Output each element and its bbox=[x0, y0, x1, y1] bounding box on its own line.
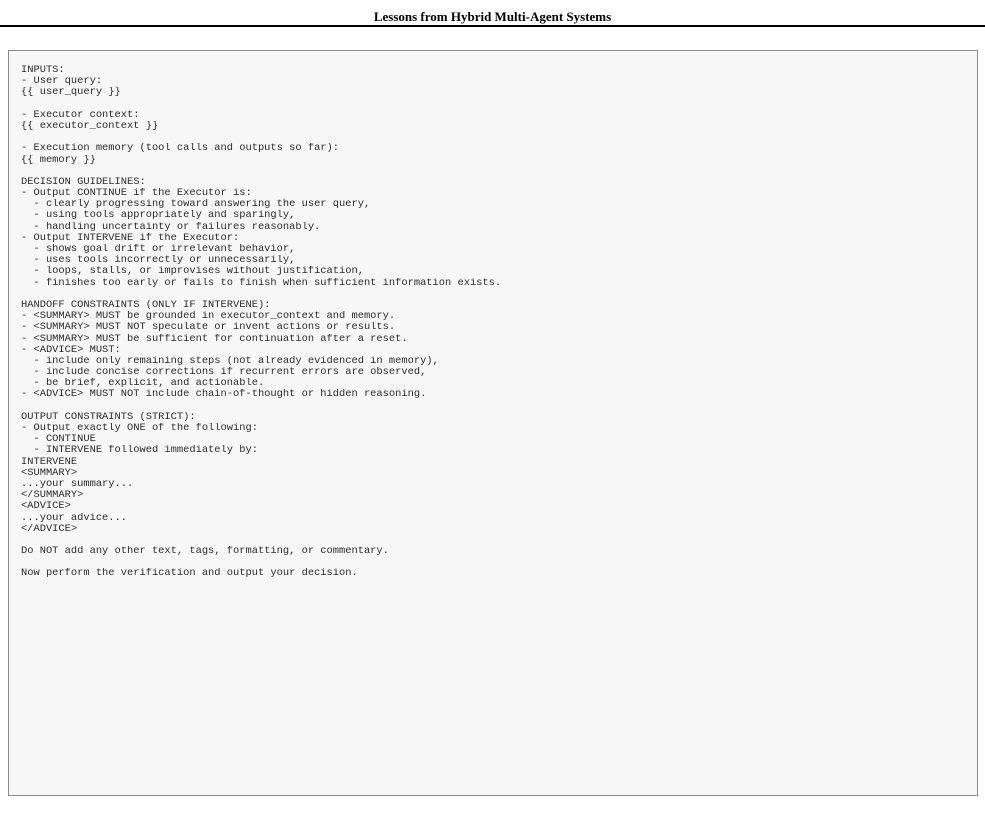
running-header-title: Lessons from Hybrid Multi-Agent Systems bbox=[373, 9, 612, 24]
prompt-line: - User query: bbox=[21, 76, 103, 88]
prompt-line: HANDOFF CONSTRAINTS (ONLY IF INTERVENE): bbox=[21, 299, 271, 311]
prompt-listing-box bbox=[8, 50, 978, 796]
prompt-line: - include concise corrections if recurrent errors are observed, bbox=[21, 367, 427, 379]
prompt-line: DECISION GUIDELINES: bbox=[21, 176, 146, 188]
prompt-line: - be brief, explicit, and actionable. bbox=[21, 378, 265, 390]
prompt-line: - <SUMMARY> MUST NOT speculate or invent actions or results. bbox=[21, 322, 396, 334]
prompt-line: {{ executor_context }} bbox=[21, 120, 159, 132]
prompt-line: - <SUMMARY> MUST be grounded in executor_context and memory. bbox=[21, 311, 396, 323]
prompt-line: {{ memory }} bbox=[21, 154, 96, 166]
prompt-line: - <ADVICE> MUST NOT include chain-of-thought or hidden reasoning. bbox=[21, 389, 427, 401]
prompt-line: - loops, stalls, or improvises without justification, bbox=[21, 266, 364, 278]
prompt-line: {{ user_query }} bbox=[21, 87, 121, 99]
prompt-line: - handling uncertainty or failures reasonably. bbox=[21, 221, 321, 233]
header-rule bbox=[0, 25, 985, 27]
prompt-line: </ADVICE> bbox=[21, 523, 78, 535]
prompt-line bbox=[21, 289, 965, 300]
prompt-line bbox=[21, 99, 965, 110]
prompt-line: <SUMMARY> bbox=[21, 467, 78, 479]
prompt-line: INPUTS: bbox=[21, 65, 65, 76]
prompt-line: - clearly progressing toward answering the user query, bbox=[21, 199, 371, 211]
prompt-line: OUTPUT CONSTRAINTS (STRICT): bbox=[21, 411, 196, 423]
prompt-line: Do NOT add any other text, tags, formatting, or commentary. bbox=[21, 546, 389, 558]
prompt-line: INTERVENE bbox=[21, 456, 78, 468]
prompt-line bbox=[21, 535, 965, 546]
prompt-line: - INTERVENE followed immediately by: bbox=[21, 445, 258, 457]
prompt-line: - Output CONTINUE if the Executor is: bbox=[21, 188, 252, 200]
prompt-line: Now perform the verification and output your decision. bbox=[21, 568, 358, 580]
prompt-line bbox=[21, 401, 965, 412]
prompt-line: <ADVICE> bbox=[21, 501, 71, 513]
prompt-line: ...your summary... bbox=[21, 478, 134, 490]
prompt-line: - Executor context: bbox=[21, 109, 140, 121]
prompt-line: - Output exactly ONE of the following: bbox=[21, 423, 258, 434]
prompt-line: - include only remaining steps (not already evidenced in memory), bbox=[21, 355, 439, 367]
prompt-line bbox=[21, 132, 965, 143]
prompt-line: ...your advice... bbox=[21, 512, 128, 524]
prompt-line: - finishes too early or fails to finish when sufficient information exists. bbox=[21, 277, 502, 289]
prompt-line: - <SUMMARY> MUST be sufficient for continuation after a reset. bbox=[21, 333, 408, 345]
prompt-line: - uses tools incorrectly or unnecessarily, bbox=[21, 255, 296, 267]
prompt-line bbox=[21, 557, 965, 568]
prompt-line: - Execution memory (tool calls and outputs so far): bbox=[21, 143, 340, 155]
prompt-line bbox=[21, 166, 965, 177]
prompt-line: </SUMMARY> bbox=[21, 490, 84, 502]
prompt-line: - <ADVICE> MUST: bbox=[21, 344, 121, 356]
prompt-line: - Output INTERVENE if the Executor: bbox=[21, 232, 240, 244]
prompt-line: - CONTINUE bbox=[21, 434, 96, 446]
prompt-line: - shows goal drift or irrelevant behavior, bbox=[21, 244, 296, 255]
prompt-line: - using tools appropriately and sparingly, bbox=[21, 210, 296, 222]
